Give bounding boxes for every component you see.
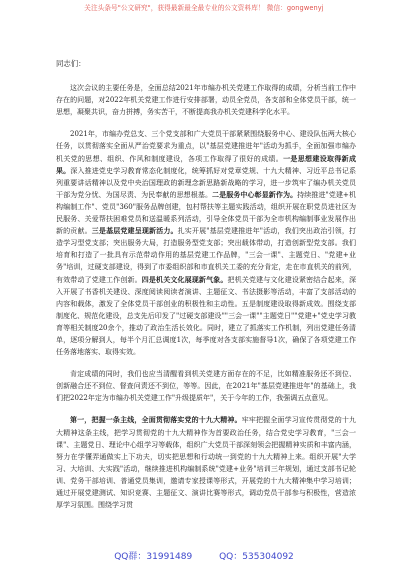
- paragraph-point-one: [56, 414, 356, 511]
- achievements-text-i: 把机关党建与文化建设紧密结合起来，深入开展了书香机关建设、深度阅读阅读者演讲、主题征文、书法摄影等活动，丰富了支部活动的内容和载体，激发了全体党员干部创业的积极性和主动性。五是制度建设取得新成效。围绕支部制度化、规范化建设，总支先后印发了"过硬支部建设""三会一课""主题党日""党建+"党史学习教育等相关制度20余个，推动了政治生活长效化。同时，建立了抓落实工作机制，列出党建任务清单，逐项分解到人，每半个月汇总调度1次，每季度对各支部实施督导1次，确保了各项党建工作任务落地落实、取得实效。: [56, 275, 356, 357]
- paragraph-intro: 这次会议的主要任务是，全面总结2021年市编办机关党建工作取得的成绩，分析当前工作中存在的问题，对2022年机关党建工作进行安排部署，动员全党员，各支部和全体党员干部，统一思想，凝聚共识，奋力拼搏，务实苦干，不断提高我办机关党建科学化水平。: [56, 84, 356, 117]
- paragraph-achievements: [56, 128, 356, 358]
- point-one-heading: 第一，把握一条主线，全面贯彻落实党的十九大精神。: [70, 416, 242, 425]
- achievements-text-a: 2021年，市编办党总支、三个党支部和广大党员干部紧紧围绕服务中心、建设队伍两大核心任务，以贯彻落实全面从严治党要求为重点，以"基层党建推进年"活动为抓手，全面加强市编办机关党的思想、组织、作风和制度建设，各项工作取得了很好的成绩。: [56, 130, 356, 163]
- point-one-text: 牢牢把握全面学习宣传贯彻党的十九大精神这条主线，把学习贯彻党的十九大精神作为首要政治任务，结合党史学习教育，"三会一课"、主题党日、理论中心组学习等载体，组织广大党员干部深刻领会把握精神实质和丰富内涵，努力在学懂弄通做实上下功夫，切实把思想和行动统一到党的十九大精神上来。组织开展"大学习、大培训、大实践"活动，继续推进机构编制系统"党建+业务"培训三年规划，通过支部书记轮训、党务干部培训、普通党员集训，邀请专家授课等形式，开展党的十九大精神集中学习培训；通过开展党建测试、知识竞赛、主题征文、演讲比赛等形式，调动党员干部参与积极性，营造浓厚学习氛围。围绕学习贯: [56, 416, 356, 510]
- top-banner: 关注头条号"公文研究"，获得最新最全最专业的公文资料库！ 微信：gongwenyj: [84, 4, 324, 12]
- salutation: 同志们：: [56, 59, 86, 68]
- document-body: [56, 58, 356, 540]
- achievements-text-e: 持续推进"党建+机构编制工作"、党员"360"服务品牌创建，包村帮扶等主题实践活动，组织开展在职党员进社区为民服务、关爱帮扶困难党员和送温暖系列活动，引导全体党员干部为全市机构编制事业发展作出新的贡献。: [56, 190, 356, 236]
- paragraph-shortcomings: 肯定成绩的同时，我们也应当清醒看到机关党建方面存在的不足，比如精准服务还不到位、创新融合还不到位、督查问责还不到位，等等。因此，在2021年"基层党建推进年"的基础上，我们把2022年定为市编办机关党建工作"升级提质年"，关于今年的工作，我强调五点意见。: [56, 370, 356, 403]
- footer-qq: QQ：535304092: [219, 552, 294, 562]
- achievement-heading-1: 一是思想建设取得新成果。: [56, 154, 356, 175]
- footer-qq-group: QQ群：31991489: [114, 552, 193, 562]
- achievements-text-c: 深入推进党史学习教育常态化制度化，统筹抓好对党章党规、十九大精神、习近平总书记系列重要讲话精神以及党中央治国理政的新理念新思路新战略的学习，进一步筑牢了编办机关党员干部为党分忧、为国尽责、为民奉献的思想根基。: [56, 166, 356, 199]
- achievements-text-g: 扎实开展"基层党建推进年"活动，我们突出政治引领，打造学习型党支部；突出服务大局，打造服务型党支部；突出载体带动，打造创新型党支部。我们培育和打造了一批具有示范带动作用的基层党建工作品牌，"三会一课"、主题党日、"党建+业务"培训，过硬支部建设，得到了市委组织部和市直机关工委的充分肯定，走在市直机关的前列，有效带动了党建工作创新。: [56, 227, 356, 284]
- footer-contact: [0, 549, 408, 562]
- achievement-heading-3: 三是基层党建呈现新活力。: [91, 227, 178, 236]
- achievement-heading-4: 四是机关文化展现新气象。: [141, 275, 228, 284]
- achievement-heading-2: 二是服务中心彰显新作为。: [212, 190, 298, 199]
